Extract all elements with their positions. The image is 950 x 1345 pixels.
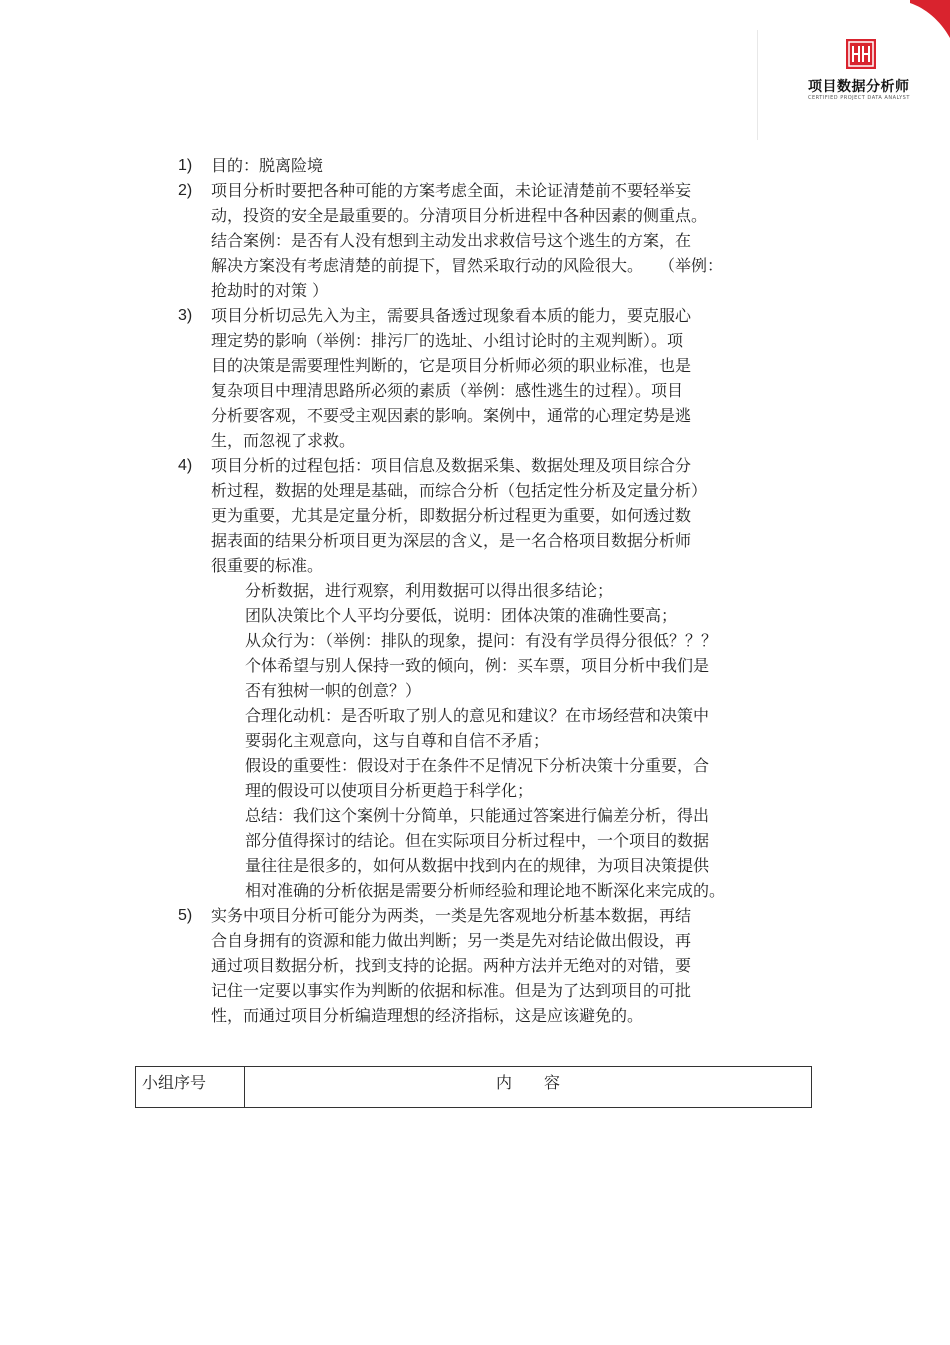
corner-accent-shape (910, 0, 950, 40)
detail-line: 相对准确的分析依据是需要分析师经验和理论地不断深化来完成的。 (245, 881, 726, 900)
list-item-5 (178, 903, 788, 1028)
list-item-4-details (178, 578, 788, 903)
table-header-row (136, 1067, 812, 1108)
text-line: 理定势的影响（举例：排污厂的选址、小组讨论时的主观判断）。项 (211, 331, 684, 350)
list-item-3 (178, 303, 788, 453)
list-number: 1) (178, 157, 193, 174)
table-header-group-number: 小组序号 (136, 1067, 245, 1108)
text-line: 解决方案没有考虑清楚的前提下，冒然采取行动的风险很大。 （举例： (211, 256, 724, 275)
text-line: 项目分析时要把各种可能的方案考虑全面，未论证清楚前不要轻举妄 (211, 181, 692, 200)
logo-icon (845, 38, 877, 70)
list-number: 5) (178, 907, 193, 924)
text-line: 更为重要，尤其是定量分析，即数据分析过程更为重要，如何透过数 (211, 506, 692, 525)
text-line: 抢劫时的对策 ） (211, 281, 329, 300)
text-line: 分析要客观，不要受主观因素的影响。案例中，通常的心理定势是逃 (211, 406, 692, 425)
detail-line: 理的假设可以使项目分析更趋于科学化； (245, 781, 534, 800)
detail-line: 总结：我们这个案例十分简单，只能通过答案进行偏差分析，得出 (245, 806, 710, 825)
detail-line: 个体希望与别人保持一致的倾向，例：买车票，项目分析中我们是 (245, 656, 710, 675)
list-item-4 (178, 453, 788, 578)
detail-line: 要弱化主观意向，这与自尊和自信不矛盾； (245, 731, 550, 750)
logo-title: 项目数据分析师 (808, 79, 910, 95)
text-line: 记住一定要以事实作为判断的依据和标准。但是为了达到项目的可批 (211, 981, 692, 1000)
text-line: 生，而忽视了求救。 (211, 431, 356, 450)
group-table (135, 1066, 812, 1108)
detail-line: 分析数据，进行观察，利用数据可以得出很多结论； (245, 581, 614, 600)
text-line: 目的：脱离险境 (211, 156, 324, 175)
detail-line: 从众行为：（举例：排队的现象，提问：有没有学员得分很低？？？ (245, 631, 718, 650)
text-line: 项目分析切忌先入为主，需要具备透过现象看本质的能力，要克服心 (211, 306, 692, 325)
list-number: 2) (178, 182, 193, 199)
detail-line: 合理化动机：是否听取了别人的意见和建议？在市场经营和决策中 (245, 706, 710, 725)
text-line: 很重要的标准。 (211, 556, 324, 575)
text-line: 合自身拥有的资源和能力做出判断；另一类是先对结论做出假设，再 (211, 931, 692, 950)
document-body (178, 153, 788, 1028)
detail-line: 部分值得探讨的结论。但在实际项目分析过程中，一个项目的数据 (245, 831, 710, 850)
text-line: 目的决策是需要理性判断的，它是项目分析师必须的职业标准，也是 (211, 356, 692, 375)
text-line: 结合案例：是否有人没有想到主动发出求救信号这个逃生的方案，在 (211, 231, 692, 250)
text-line: 项目分析的过程包括：项目信息及数据采集、数据处理及项目综合分 (211, 456, 692, 475)
text-line: 通过项目数据分析，找到支持的论据。两种方法并无绝对的对错，要 (211, 956, 692, 975)
list-number: 4) (178, 457, 193, 474)
detail-line: 团队决策比个人平均分要低，说明：团体决策的准确性要高； (245, 606, 678, 625)
text-line: 析过程，数据的处理是基础，而综合分析（包括定性分析及定量分析） (211, 481, 708, 500)
detail-line: 量往往是很多的，如何从数据中找到内在的规律，为项目决策提供 (245, 856, 710, 875)
text-line: 据表面的结果分析项目更为深层的含义，是一名合格项目数据分析师 (211, 531, 692, 550)
detail-line: 假设的重要性：假设对于在条件不足情况下分析决策十分重要，合 (245, 756, 710, 775)
text-line: 复杂项目中理清思路所必须的素质（举例：感性逃生的过程）。项目 (211, 381, 684, 400)
detail-line: 否有独树一帜的创意？） (245, 681, 422, 700)
list-item-1 (178, 153, 788, 178)
text-line: 实务中项目分析可能分为两类，一类是先客观地分析基本数据，再结 (211, 906, 692, 925)
logo-subtitle: CERTIFIED PROJECT DATA ANALYST (808, 95, 910, 101)
text-line: 性，而通过项目分析编造理想的经济指标，这是应该避免的。 (211, 1006, 644, 1025)
text-line: 动，投资的安全是最重要的。分清项目分析进程中各种因素的侧重点。 (211, 206, 708, 225)
list-item-2 (178, 178, 788, 303)
table-header-content: 内 容 (245, 1067, 812, 1108)
header-divider (757, 30, 758, 140)
list-number: 3) (178, 307, 193, 324)
